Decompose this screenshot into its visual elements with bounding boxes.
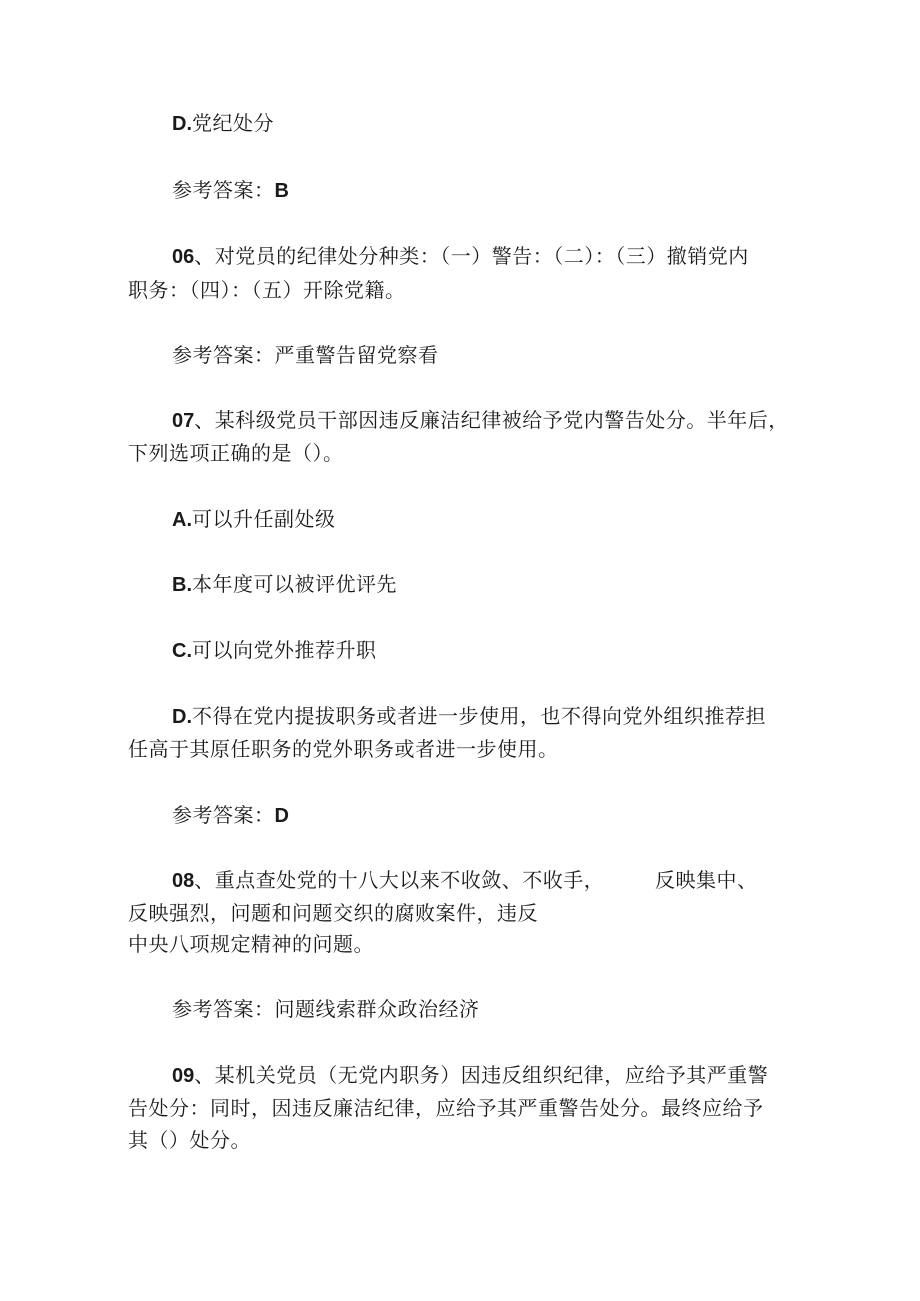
option-text: 本年度可以被评优评先 [192,572,397,596]
q08-question-line-3 [128,932,374,956]
q09-question-line-1 [172,1063,768,1088]
question-text: 反映强烈，问题和问题交织的腐败案件，违反 [128,901,538,925]
question-text: 职务：（四）：（五）开除党籍。 [128,278,406,302]
answer-label: 参考答案： [172,343,275,367]
question-text: 反映集中、 [655,868,758,892]
option-text: 党纪处分 [192,111,274,135]
question-number: 07 [172,410,195,432]
option-letter: D. [172,706,192,728]
question-number: 06 [172,246,195,268]
question-number: 08 [172,870,195,892]
q07-question-line-1 [172,408,789,433]
q06-answer [172,343,439,367]
q08-question-line-2 [128,901,538,925]
question-text: 告处分：同时，因违反廉洁纪律，应给予其严重警告处分。最终应给予 [128,1096,764,1120]
question-text: 、对党员的纪律处分种类：（一）警告：（二）：（三）撤销党内 [194,244,749,268]
q07-answer [172,803,289,828]
question-number: 09 [172,1065,195,1087]
q08-answer [172,997,480,1021]
question-text: 、某机关党员（无党内职务）因违反组织纪律，应给予其严重警 [194,1063,769,1087]
q07-option-a [172,507,336,532]
answer-label: 参考答案： [172,178,275,202]
option-text: 不得在党内提拔职务或者进一步使用，也不得向党外组织推荐担 [192,704,766,728]
q07-question-line-2 [128,441,344,465]
q07-option-d-continued [128,737,559,761]
option-letter: C. [172,640,192,662]
option-letter: A. [172,509,192,531]
q08-question-line-1 [172,868,604,893]
q08-question-line-1-tail [655,868,758,892]
q09-question-line-3 [128,1128,251,1152]
q06-question-line-2 [128,278,406,302]
question-text: 、重点查处党的十八大以来不收敛、不收手， [194,868,605,892]
answer-label: 参考答案： [172,803,275,827]
question-text: 中央八项规定精神的问题。 [128,932,374,956]
question-text: 、某科级党员干部因违反廉洁纪律被给予党内警告处分。半年后， [194,408,789,432]
answer-value: D [274,805,289,827]
option-letter: B. [172,574,192,596]
question-text: 其（）处分。 [128,1128,251,1152]
option-text: 任高于其原任职务的党外职务或者进一步使用。 [128,737,559,761]
option-text: 可以升任副处级 [192,507,336,531]
answer-value: 严重警告留党察看 [274,343,439,367]
q07-option-b [172,572,397,597]
option-letter: D. [172,113,192,135]
answer-label: 参考答案： [172,997,275,1021]
q09-question-line-2 [128,1096,764,1120]
q05-answer [172,178,289,203]
q05-option-d [172,111,274,136]
q07-option-d [172,704,766,729]
answer-value: B [274,180,289,202]
question-text: 下列选项正确的是（）。 [128,441,344,465]
q07-option-c [172,638,377,663]
answer-value: 问题线索群众政治经济 [274,997,480,1021]
option-text: 可以向党外推荐升职 [192,638,377,662]
q06-question-line-1 [172,244,749,269]
